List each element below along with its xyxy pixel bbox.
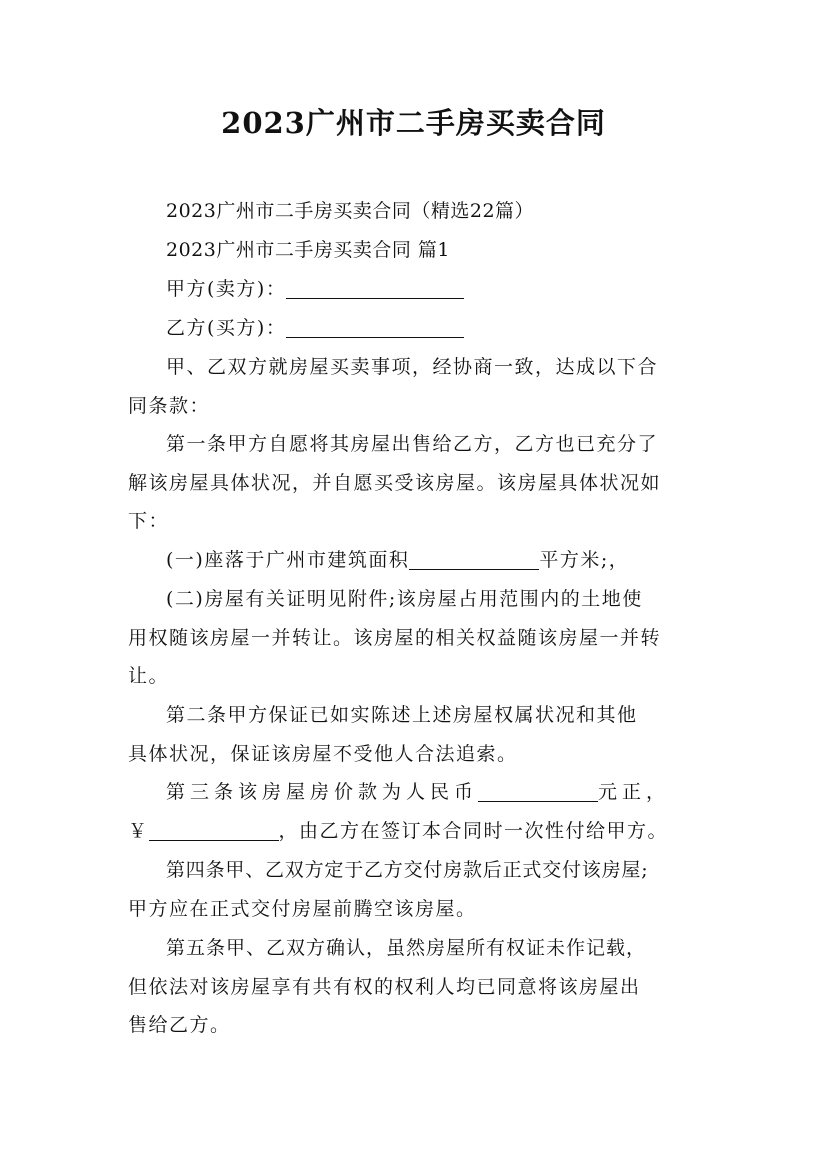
article-3-line-1 <box>128 773 706 812</box>
section-heading: 2023广州市二手房买卖合同 篇1 <box>166 239 450 261</box>
intro-paragraph <box>128 348 706 425</box>
price-amount-blank <box>149 818 279 841</box>
article-1-line-2: 解该房屋具体状况，并自愿买受该房屋。该房屋具体状况如 <box>128 471 662 494</box>
article-3-line-2 <box>128 812 706 851</box>
party-a-label: 甲方(卖方)： <box>166 278 287 300</box>
price-words-blank <box>478 779 598 802</box>
article-1-line-3: 下： <box>128 510 170 532</box>
party-a-line <box>128 270 744 309</box>
article-4-line-1: 第四条甲、乙双方定于乙方交付房款后正式交付该房屋; <box>166 859 649 881</box>
document-title: 2023广州市二手房买卖合同 <box>221 106 606 140</box>
item-2-line-1: (二)房屋有关证明见附件;该房屋占用范围内的土地使 <box>166 588 643 610</box>
intro-line-1: 甲、乙双方就房屋买卖事项，经协商一致，达成以下合 <box>166 356 659 378</box>
party-b-line <box>128 309 744 348</box>
article-2-line-1: 第二条甲方保证已如实陈述上述房屋权属状况和其他 <box>166 704 638 726</box>
article-3-paragraph <box>128 773 706 850</box>
item-2-line-3: 让。 <box>128 665 170 687</box>
article-2-paragraph <box>128 696 706 773</box>
article-3-line-2-suffix: ，由乙方在签订本合同时一次性付给甲方。 <box>278 819 669 842</box>
article-5-line-3: 售给乙方。 <box>128 1014 231 1036</box>
article-5-line-2: 但依法对该房屋享有共有权的权利人均已同意将该房屋出 <box>128 975 641 998</box>
item-1-suffix: 平方米;， <box>539 549 630 571</box>
article-2-line-2: 具体状况，保证该房屋不受他人合法追索。 <box>128 742 518 765</box>
article-3-suffix: 元正， <box>598 781 671 803</box>
item-1-prefix: (一)座落于广州市建筑面积 <box>166 549 410 571</box>
article-1-line-1: 第一条甲方自愿将其房屋出售给乙方，乙方也已充分了 <box>166 433 659 455</box>
party-b-label: 乙方(买方)： <box>166 317 287 339</box>
intro-line-2: 同条款： <box>128 394 211 417</box>
article-3-prefix: 第三条该房屋房价款为人民币 <box>166 781 479 803</box>
article-4-paragraph <box>128 851 706 928</box>
document-subtitle: 2023广州市二手房买卖合同（精选22篇） <box>166 200 535 222</box>
area-blank <box>409 547 539 570</box>
item-2-line-2: 用权随该房屋一并转让。该房屋的相关权益随该房屋一并转 <box>128 626 662 649</box>
article-5-paragraph <box>128 929 706 1045</box>
party-a-blank <box>286 276 464 299</box>
article-1-paragraph <box>128 425 706 541</box>
currency-symbol: ￥ <box>128 819 149 842</box>
item-2-paragraph <box>128 580 706 696</box>
article-4-line-2: 甲方应在正式交付房屋前腾空该房屋。 <box>128 897 477 920</box>
party-b-blank <box>286 315 464 338</box>
article-5-line-1: 第五条甲、乙双方确认，虽然房屋所有权证未作记载， <box>166 937 647 959</box>
item-1-line <box>128 541 744 580</box>
